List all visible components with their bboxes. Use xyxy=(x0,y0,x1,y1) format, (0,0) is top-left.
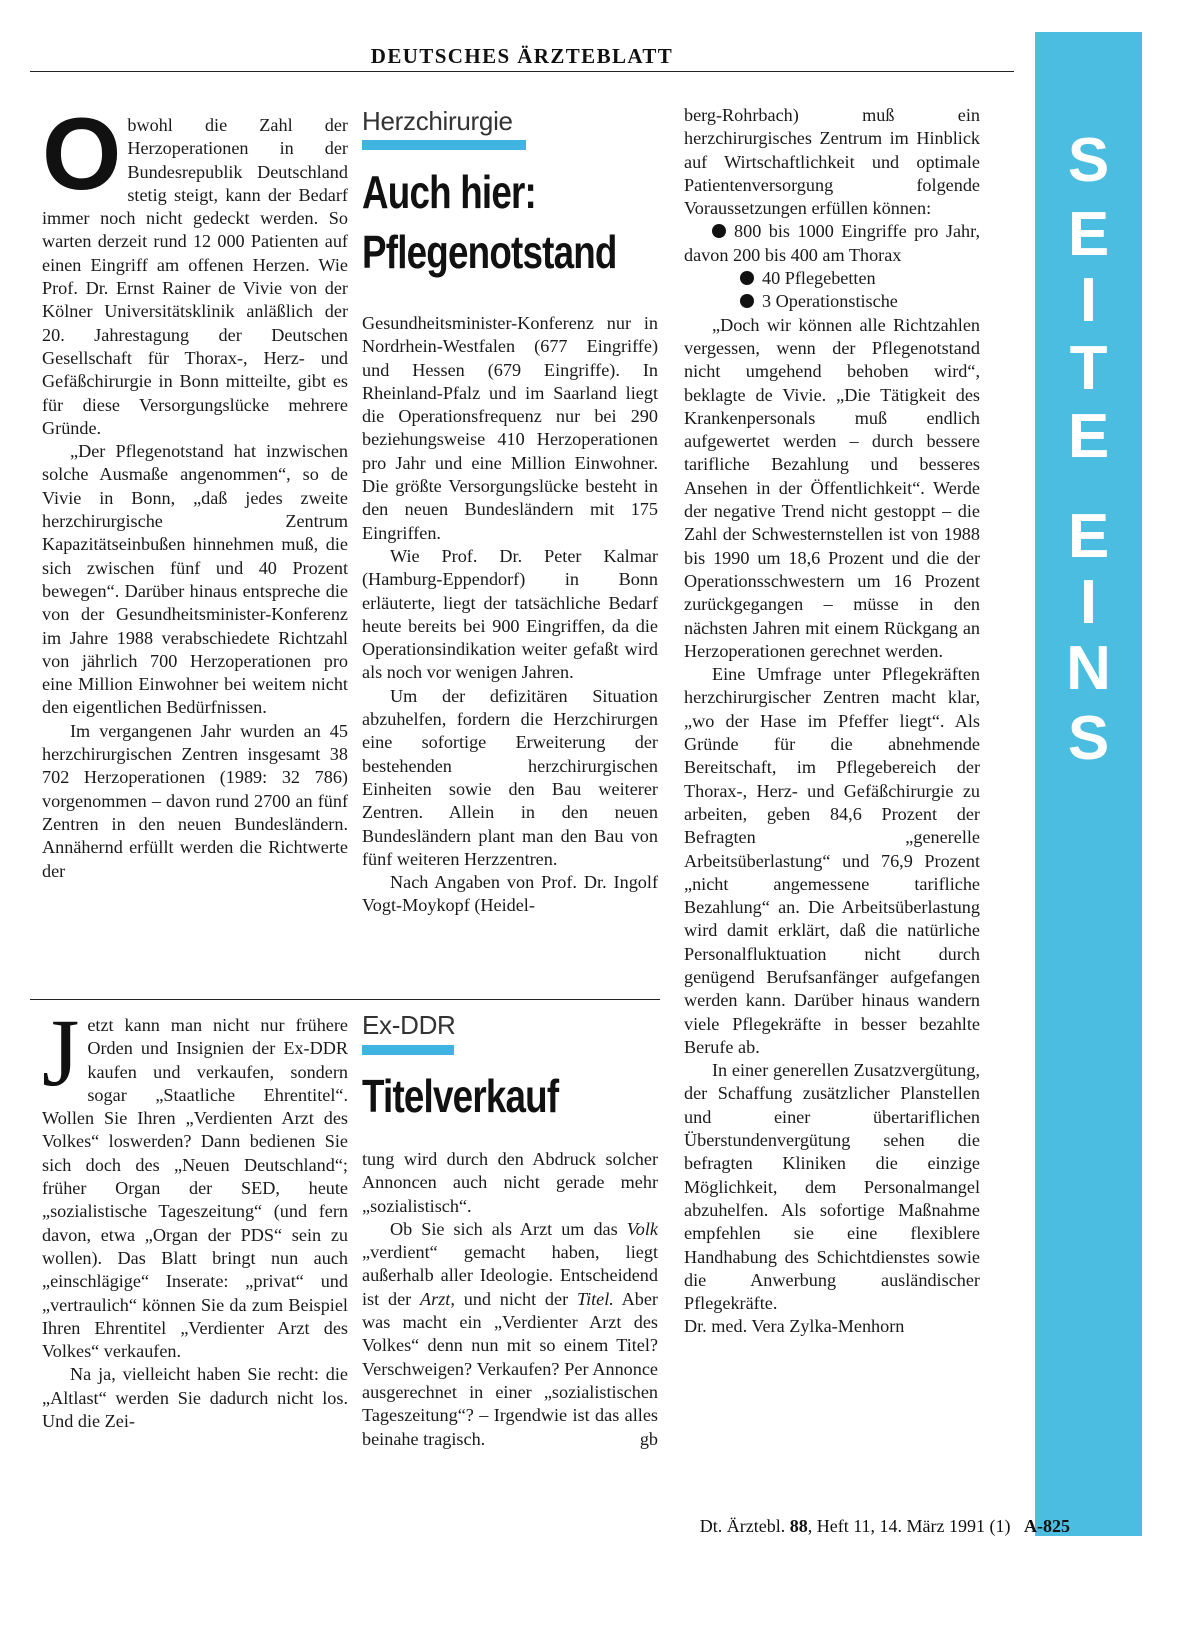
article1-dropcap: O xyxy=(42,97,122,211)
article2-column-2 xyxy=(362,1148,658,1451)
masthead-title: DEUTSCHES ÄRZTEBLATT xyxy=(370,44,674,68)
article2-col1-paragraph: etzt kann man nicht nur frühere Orden und Insignien der Ex-DDR kaufen und verkaufen, sondern sogar „Staatliche Ehrentitel“. Wollen Sie Ihren „Verdienten Arzt des Volkes“ loswerden? Dann bedienen Sie sich doch des „Neuen Deutschland“; früher Organ der SED, heute „sozialistische Tageszeitung“ (und fern davon, etwa „Organ der PDS“ sein zu wollen). Das Blatt bringt nun auch „einschlägige“ Inserate: „privat“ und „vertraulich“ können Sie da zum Beispiel Ihren Ehrentitel „Verdienter Arzt des Volkes“ verkaufen. xyxy=(42,1015,348,1362)
article1-col1-paragraph: „Der Pflegenotstand hat inzwischen solche Ausmaße angenommen“, so de Vivie in Bonn, „daß jedes zweite herzchirurgische Zentrum Kapazitätseinbußen hinnehmen muß, die sich zwischen fünf und 40 Prozent bewegen“. Darüber hinaus entspreche die von der Gesundheitsminister-Konferenz im Jahre 1988 verabschiedete Richtzahl von jährlich 700 Herzoperationen pro eine Million Einwohner bei weitem nicht den eigentlichen Bedürfnissen. xyxy=(42,441,348,718)
text-run: und nicht der xyxy=(454,1288,577,1309)
article1-column-3 xyxy=(684,104,980,1339)
bullet-icon xyxy=(740,294,754,308)
article1-col3-paragraph: Eine Umfrage unter Pflegekräften herzchirurgischer Zentren macht klar, „wo der Hase im Pfeffer liegt“. Als Gründe für die abnehmende Bereitschaft, im Pflegebereich der Thorax-, Herz- und Gefäßchirurgie zu arbeiten, geben 84,6 Prozent der Befragten „generelle Arbeitsüberlastung“ und 76,9 Prozent „nicht angemessene tarifliche Bezahlung“ an. Die Arbeitsüberlastung wird damit erklärt, daß die natürliche Personalfluktuation nicht durch genügend Berufsanfänger aufgefangen werden kann. Darüber hinaus wandern viele Pflegekräfte in besser bezahlte Berufe ab. xyxy=(684,664,980,1057)
article-separator-rule xyxy=(30,999,660,1000)
article1-col1-paragraph: Im vergangenen Jahr wurden an 45 herzchirurgischen Zentren insgesamt 38 702 Herzoperationen (1989: 32 786) vorgenommen – davon rund 2700 an fünf Zentren in den neuen Bundesländern. Annähernd erfüllt werden die Richtwerte der xyxy=(42,720,348,881)
article1-headline-line-2: Pflegenotstand xyxy=(362,226,617,278)
sidebar-letter: I xyxy=(1079,568,1098,637)
article1-col3-paragraph: „Doch wir können alle Richtzahlen vergessen, wenn der Pflegenotstand nicht umgehend behoben wird“, beklagte de Vivie. „Die Tätigkeit des Krankenpersonals muß endlich aufgewertet werden – durch bessere tarifliche Bezahlung und besseres Ansehen in der Öffentlichkeit“. Werde der negative Trend nicht gestoppt – die Zahl der Schwesternstellen ist von 1988 bis 1990 um 18,6 Prozent und die der Operationsschwestern um 16 Prozent zurückgegangen – müsse in den nächsten Jahren mit einem Rückgang an Herzoperationen gerechnet werden. xyxy=(684,314,980,661)
sidebar-letter: E xyxy=(1067,200,1110,269)
article1-col2-paragraph: Um der defizitären Situation abzuhelfen, fordern die Herzchirurgen eine sofortige Erweiterung der bestehenden herzchirurgischen Einheiten sowie den Bau weiterer Zentren. Allein in den neuen Bundesländern plant man den Bau von fünf weiteren Herzzentren. xyxy=(362,685,658,869)
article1-author-signature: Dr. med. Vera Zylka-Menhorn xyxy=(684,1316,905,1337)
article1-col3-paragraph: In einer generellen Zusatzvergütung, der Schaffung zusätzlicher Planstellen und einer übertariflichen Überstundenvergütung sehen die befragten Kliniken die einzige Möglichkeit, dem Personalmangel abzuhelfen. Als sofortige Maßnahme empfehlen sie eine flexiblere Handhabung des Schichtdienstes sowie die Anwerbung ausländischer Pflegekräfte. xyxy=(684,1060,980,1314)
article2-dropcap: J xyxy=(42,999,80,1106)
sidebar-letter: S xyxy=(1067,126,1110,195)
article1-col1-paragraph: bwohl die Zahl der Herzoperationen in der Bundesrepublik Deutschland stetig steigt, kann der Bedarf immer noch nicht gedeckt werden. So warten derzeit rund 12 000 Patienten auf einen Eingriff am offenen Herzen. Wie Prof. Dr. Ernst Rainer de Vivie von der Kölner Universitätsklinik anläßlich der 20. Jahrestagung der Deutschen Gesellschaft für Thorax-, Herz- und Gefäßchirurgie in Bonn mitteilte, gibt es für diese Versorgungslücke mehrere Gründe. xyxy=(42,115,348,438)
requirements-list-item xyxy=(684,290,980,313)
article1-kicker: Herzchirurgie xyxy=(362,106,513,136)
requirements-list-item xyxy=(684,267,980,290)
article2-author-initials: gb xyxy=(639,1428,658,1449)
article2-kicker-bar xyxy=(362,1045,454,1055)
page-footer xyxy=(600,1516,1070,1537)
article1-headline-line-1: Auch hier: xyxy=(362,166,536,218)
bullet-icon xyxy=(740,271,754,285)
footer-volume: 88 xyxy=(789,1516,808,1536)
sidebar-letter: S xyxy=(1067,704,1110,773)
text-run: „verdient“ gemacht haben, liegt außerhalb aller Ideologie. Entscheidend ist der xyxy=(362,1242,658,1309)
article2-col2-paragraph xyxy=(362,1218,658,1451)
article2-col1-paragraph: Na ja, vielleicht haben Sie recht: die „Altlast“ werden Sie dadurch nicht los. Und die Zei- xyxy=(42,1364,348,1432)
sidebar-letter: E xyxy=(1067,402,1110,471)
article1-column-1 xyxy=(42,97,348,883)
sidebar-letter: T xyxy=(1069,334,1108,403)
article1-kicker-bar xyxy=(362,140,526,150)
article1-col2-paragraph: Nach Angaben von Prof. Dr. Ingolf Vogt-Moykopf (Heidel- xyxy=(362,872,658,916)
sidebar-seite-eins xyxy=(1035,32,1142,1536)
sidebar-letter: I xyxy=(1079,266,1098,335)
article2-col2-paragraph: tung wird durch den Abdruck solcher Annoncen auch nicht gerade mehr „sozialistisch“. xyxy=(362,1149,658,1216)
article1-column-2 xyxy=(362,312,658,918)
emphasis-titel: Titel. xyxy=(576,1288,614,1309)
emphasis-arzt: Arzt, xyxy=(420,1288,455,1309)
article2-kicker: Ex-DDR xyxy=(362,1010,456,1040)
footer-issue-date: , Heft 11, 14. März 1991 (1) xyxy=(807,1516,1011,1536)
text-run: Ob Sie sich als Arzt um das xyxy=(390,1218,627,1239)
sidebar-letter: E xyxy=(1067,502,1110,571)
text-run: Aber was macht ein „Verdienter Arzt des Volkes“ denn nun mit so einem Titel? Verschweigen? Verkaufen? Per Annonce ausgerechnet in einer „sozialistischen Tageszeitung“? – Irgendwie ist das alles beinahe tragisch. xyxy=(362,1288,658,1449)
footer-journal: Dt. Ärztebl. xyxy=(699,1516,786,1536)
article1-col2-paragraph: Gesundheitsminister-Konferenz nur in Nordrhein-Westfalen (677 Eingriffe) und Hessen (679 Eingriffe). In Rheinland-Pfalz und im Saarland liegt die Operationsfrequenz nur bei 290 beziehungsweise 410 Herzoperationen pro Jahr und eine Million Einwohner. Die größte Versorgungslücke besteht in den neuen Bundesländern mit 175 Eingriffen. xyxy=(362,313,658,543)
article1-col3-paragraph: berg-Rohrbach) muß ein herzchirurgisches Zentrum im Hinblick auf Wirtschaftlichkeit und optimale Patientenversorgung folgende Voraussetzungen erfüllen können: xyxy=(684,105,980,219)
article1-col2-paragraph: Wie Prof. Dr. Peter Kalmar (Hamburg-Eppendorf) in Bonn erläuterte, liegt der tatsächliche Bedarf heute bereits bei 900 Eingriffen, da die Operationsindikation weiter gefaßt wird als noch vor wenigen Jahren. xyxy=(362,545,658,683)
emphasis-volk: Volk xyxy=(626,1218,658,1239)
bullet-text: 3 Operationstische xyxy=(762,291,898,312)
masthead-rule xyxy=(30,71,1014,72)
article2-column-1 xyxy=(42,999,348,1433)
footer-page-number: A-825 xyxy=(1024,1516,1070,1536)
bullet-icon xyxy=(712,224,726,238)
requirements-list-item xyxy=(684,220,980,267)
bullet-text: 800 bis 1000 Eingriffe pro Jahr, davon 200 bis 400 am Thorax xyxy=(684,221,980,265)
sidebar-letter: N xyxy=(1066,634,1111,703)
bullet-text: 40 Pflegebetten xyxy=(762,268,876,289)
article2-headline: Titelverkauf xyxy=(362,1070,559,1122)
